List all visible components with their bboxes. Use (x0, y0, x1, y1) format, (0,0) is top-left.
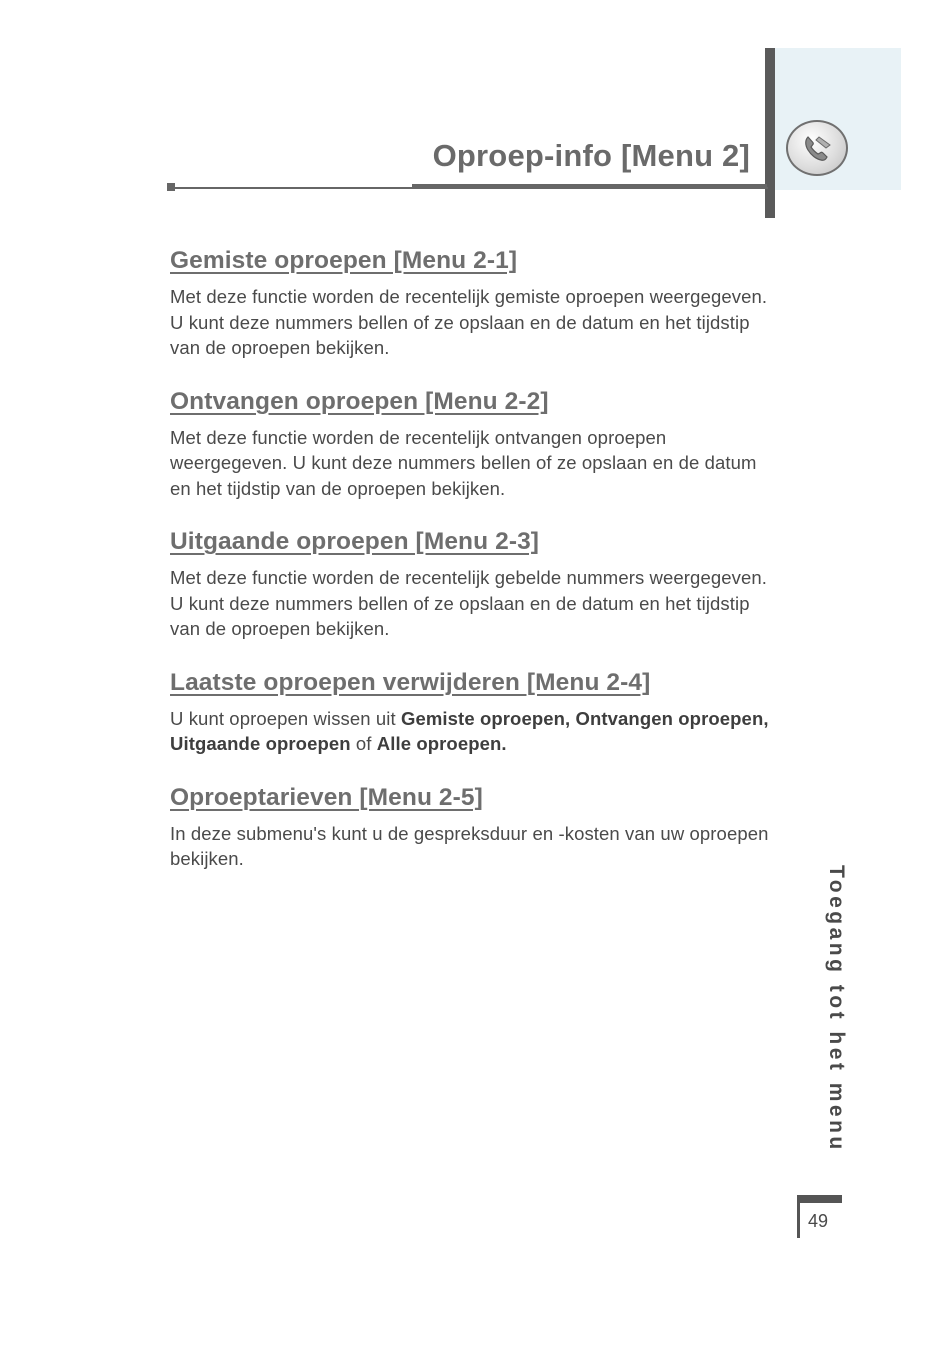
option-all: Alle oproepen. (376, 733, 507, 754)
section-oproeptarieven (170, 784, 770, 872)
section-body (170, 706, 770, 757)
body-intro: U kunt oproepen wissen uit (170, 707, 401, 729)
section-body: Met deze functie worden de recentelijk ontvangen oproepen weergegeven. U kunt deze nummers bellen of ze opslaan en de datum en het tijdstip van de oproepen bekijken. (170, 426, 757, 499)
header-rule-thick (412, 184, 767, 189)
content (170, 247, 770, 899)
side-chapter-label: Toegang tot het menu (825, 865, 848, 1153)
section-laatste-oproepen-verwijderen (170, 669, 770, 757)
section-uitgaande-oproepen (170, 528, 770, 642)
section-ontvangen-oproepen (170, 388, 770, 502)
section-heading: Ontvangen oproepen [Menu 2-2] (170, 387, 549, 415)
phone-handset-icon (786, 120, 848, 176)
section-body: In deze submenu's kunt u de gespreksduur en -kosten van uw oproepen bekijken. (170, 822, 769, 869)
page-title: Oproep-info [Menu 2] (432, 138, 750, 173)
page-number: 49 (808, 1211, 829, 1231)
section-heading: Gemiste oproepen [Menu 2-1] (170, 247, 518, 274)
section-heading: Uitgaande oproepen [Menu 2-3] (170, 528, 540, 555)
section-body: Met deze functie worden de recentelijk gebelde nummers weergegeven. U kunt deze nummers bellen of ze opslaan en de datum en het tijdstip van de oproepen bekijken. (170, 567, 767, 639)
section-heading: Oproeptarieven [Menu 2-5] (170, 783, 483, 811)
page-number-bar (797, 1195, 842, 1203)
header-vertical-bar (765, 48, 775, 218)
option-list: Gemiste oproepen, Ontvangen oproepen, Uitgaande oproepen (170, 707, 769, 754)
page-number-rule (797, 1195, 800, 1238)
section-heading: Laatste oproepen verwijderen [Menu 2-4] (170, 668, 651, 696)
body-conjunction: of (350, 733, 377, 754)
section-gemiste-oproepen (170, 247, 770, 361)
section-body: Met deze functie worden de recentelijk gemiste oproepen weergegeven. U kunt deze nummers bellen of ze opslaan en de datum en het tijdstip van de oproepen bekijken. (170, 286, 768, 358)
